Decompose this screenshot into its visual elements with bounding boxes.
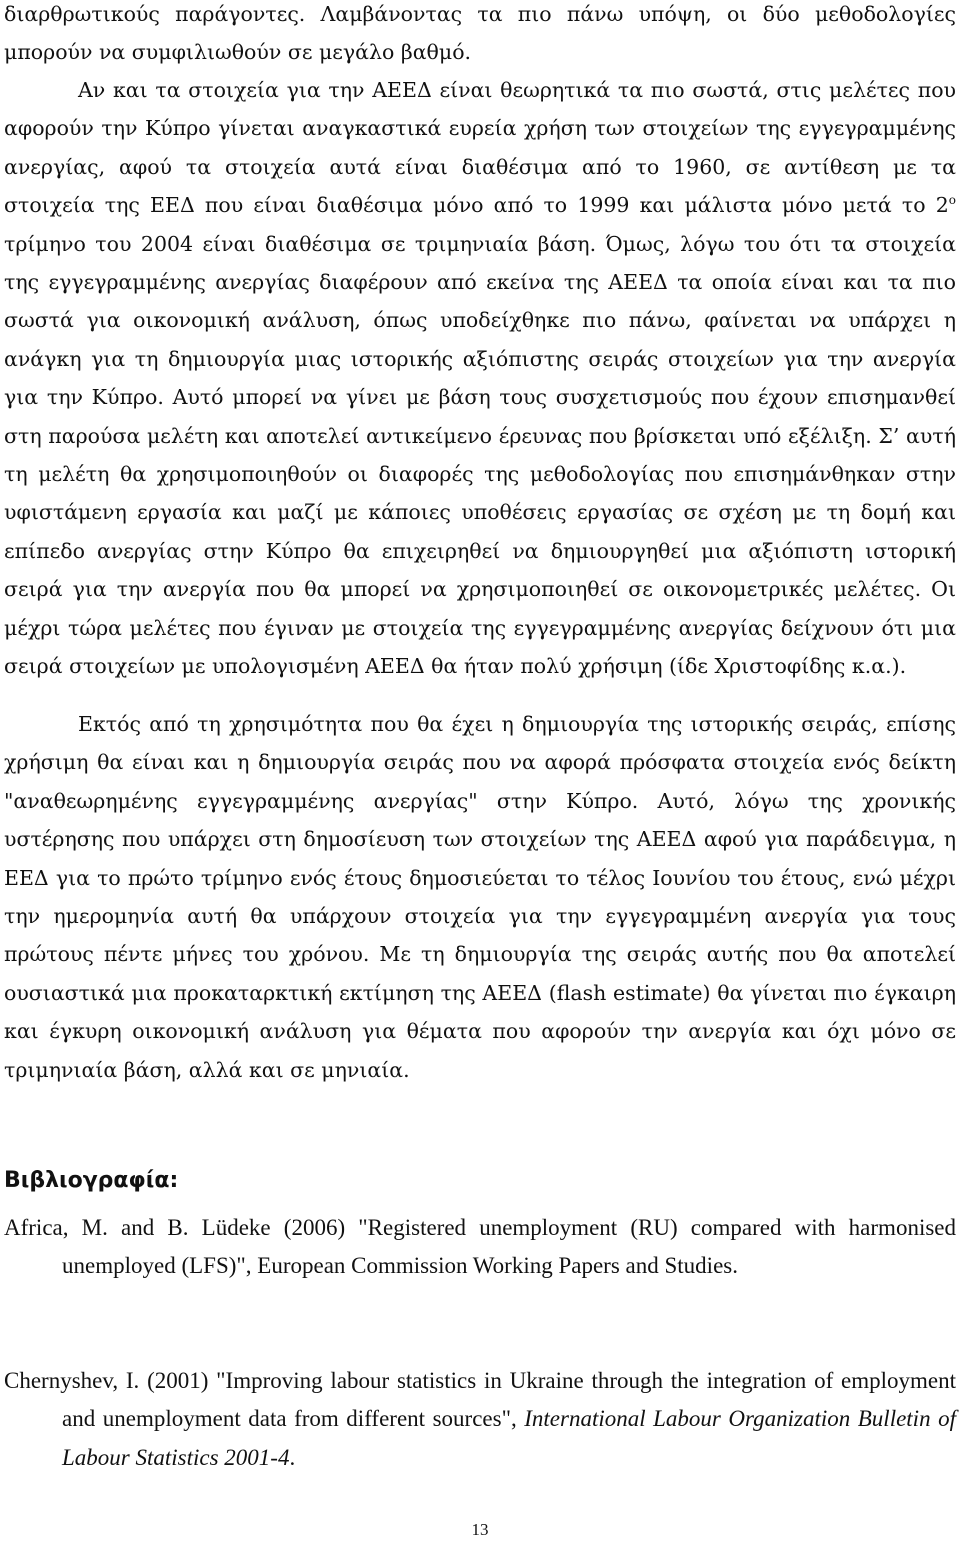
bibliography-entry	[4, 1209, 956, 1286]
reference-journal-title: International Labour Organization Bulletin of Labour Statistics 2001-4	[62, 1406, 956, 1470]
ordinal-superscript: ο	[948, 193, 956, 208]
page-number: 13	[471, 1520, 489, 1539]
reference-text: Africa, M. and B. Lüdeke (2006) "Registered unemployment (RU) compared with harmonised unemployed (LFS)", European Commission Working Papers and Studies.	[4, 1215, 956, 1279]
reference-end: .	[289, 1444, 296, 1470]
reference-text: Chernyshev, I. (2001) "Improving labour statistics in Ukraine through the integration of employment and unemployment data from different sources",	[4, 1368, 956, 1432]
bibliography-entry	[4, 1362, 956, 1477]
bibliography-heading: Βιβλιογραφία:	[4, 1168, 179, 1193]
paragraph-continuation: διαρθρωτικούς παράγοντες. Λαμβάνοντας τα πιο πάνω υπόψη, οι δύο μεθοδολογίες μπορούν να συμφιλιωθούν σε μεγάλο βαθμό.	[4, 2, 956, 65]
document-page	[4, 0, 956, 1542]
paragraph-flash-estimate: Εκτός από τη χρησιμότητα που θα έχει η δημιουργία της ιστορικής σειράς, επίσης χρήσιμη θα είναι και η δημιουργία σειράς που να αφορά πρόσφατα στοιχεία ενός δείκτη "αναθεωρημένης εγγεγραμμένης ανεργίας" στην Κύπρο. Αυτό, λόγω της χρονικής υστέρησης που υπάρχει στη δημοσίευση των στοιχείων της ΑΕΕΔ αφού για παράδειγμα, η ΕΕΔ για το πρώτο τρίμηνο ενός έτους δημοσιεύεται το τέλος Ιουνίου του έτους, ενώ μέχρι την ημερομηνία αυτή θα υπάρχουν στοιχεία για την εγγεγραμμένη ανεργία για τους πρώτους πέντε μήνες του χρόνου. Με τη δημιουργία της σειράς αυτής που θα αποτελεί ουσιαστικά μια προκαταρκτική εκτίμηση της ΑΕΕΔ (flash estimate) θα γίνεται πιο έγκαιρη και έγκυρη οικονομική ανάλυση για θέματα που αφορούν την ανεργία και όχι μόνο σε τριμηνιαία βάση, αλλά και σε μηνιαία.	[4, 712, 956, 1082]
paragraph-text: τρίμηνο του 2004 είναι διαθέσιμα σε τριμηνιαία βάση. Όμως, λόγω του ότι τα στοιχεία της εγγεγραμμένης ανεργίας διαφέρουν από εκείνα της ΑΕΕΔ τα οποία είναι και τα πιο σωστά για οικονομική ανάλυση, όπως υποδείχθηκε πιο πάνω, φαίνεται να υπάρχει η ανάγκη για τη δημιουργία μιας ιστορικής αξιόπιστης σειράς στοιχείων για την ανεργία για την Κύπρο. Αυτό μπορεί να γίνει με βάση τους συσχετισμούς που έχουν επισημανθεί στη παρούσα μελέτη και αποτελεί αντικείμενο έρευνας που βρίσκεται υπό εξέλιξη. Σ’ αυτή τη μελέτη θα χρησιμοποιηθούν οι διαφορές της μεθοδολογίας που επισημάνθηκαν στην υφιστάμενη εργασία και μαζί με κάποιες υποθέσεις εργασίας σε σχέση με τη δομή και επίπεδο ανεργίας στην Κύπρο θα επιχειρηθεί να δημιουργηθεί μια αξιόπιστη ιστορική σειρά για την ανεργία που θα μπορεί να χρησιμοποιηθεί σε οικονομετρικές μελέτες. Οι μέχρι τώρα μελέτες που έγιναν με στοιχεία της εγγεγραμμένης ανεργίας δείχνουν ότι μια σειρά στοιχείων με υπολογισμένη ΑΕΕΔ θα ήταν πολύ χρήσιμη (ίδε Χριστοφίδης κ.α.).	[4, 231, 956, 679]
paragraph-text: Αν και τα στοιχεία για την ΑΕΕΔ είναι θεωρητικά τα πιο σωστά, στις μελέτες που αφορούν την Κύπρο γίνεται αναγκαστικά ευρεία χρήση των στοιχείων της εγγεγραμμένης ανεργίας, αφού τα στοιχεία αυτά είναι διαθέσιμα από το 1960, σε αντίθεση με τα στοιχεία της ΕΕΔ που είναι διαθέσιμα μόνο από το 1999 και μάλιστα μόνο μετά το 2	[4, 78, 956, 218]
paragraph-registered-unemployment	[4, 71, 956, 686]
